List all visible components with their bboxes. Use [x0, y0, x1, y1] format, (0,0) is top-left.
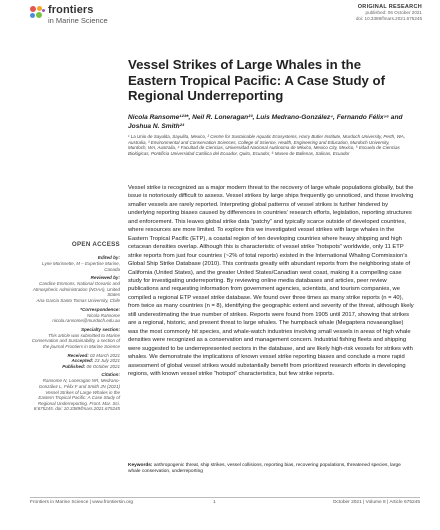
received-date: Received: 02 March 2021 — [67, 352, 120, 358]
footer-journal[interactable]: Frontiers in Marine Science | www.frontiersin.org — [30, 500, 134, 505]
accepted-date: Accepted: 23 July 2021 — [71, 358, 120, 364]
edited-by-value[interactable]: Lyne Morissette, M – Expertise Marine, Canada — [42, 261, 120, 272]
footer-volume: October 2021 | Volume 8 | Article 675245 — [332, 500, 420, 505]
logo-wordmark: frontiers — [48, 4, 94, 16]
correspondence-value[interactable]: Nicola Ransome nicola.ransome@murdoch.edu.au — [52, 312, 120, 324]
reviewed-by-label: Reviewed by: — [90, 275, 120, 281]
journal-name: in Marine Science — [48, 16, 108, 25]
specialty-section-label: Specialty section: — [80, 326, 120, 332]
article-info-sidebar — [30, 241, 120, 415]
keywords-label: Keywords: — [128, 463, 153, 468]
frontiers-logo-icon — [30, 6, 44, 20]
correspondence-label: *Correspondence: — [80, 306, 120, 312]
abstract-text: Vessel strike is recognized as a major modern threat to the recovery of large whale populations globally, but the issue is notoriously difficult to assess. Vessel strikes by large ships frequently go unnoticed, and those involving smaller vessels are rarely reported. Interpreting global patterns of vessel strikes is further hindered by underlying reporting biases caused by differences in countries’ research efforts, legislation, reporting structures and enforcement. This leaves global strike data “patchy” and typically scarce outside of developed countries, where resources are more limited. To explore this we investigated vessel strikes with large whales in the Eastern Tropical Pacific (ETP), a coastal region of ten developing countries where heavy shipping and high cetacean densities overlap. Although this is characteristic of vessel strike “hotspots” worldwide, only 11 ETP strike reports from just four countries (~2% of total reports) existed in the International Whaling Commission’s Global Ship Strike Database (2010). This contrasts greatly with abundant reports from the neighboring state of California (United States), and the greater United States/Canadian west coast, making it a compelling case study for investigating underreporting. By reviewing online media databases and articles, peer review publications and requesting information from government agencies, scientists, and tourism companies, we compiled a regional ETP vessel strike database. We found over three times as many strike reports (n = 40), from twice as many countries (n = 8), identifying the geographic extent and severity of the threat, although likely still underestimating the true number of strikes. Reports were found from 1905 until 2017, showing that strikes are a regional, historic, and present threat to large whales. The humpback whale (Megaptera novaeangliae) was the most commonly hit species, and whale-watch industries involving small vessels in areas of high whale densities were recognized as a conservation and management concern. Industrial fishing fleets and shipping were suggested to be underrepresented sectors in the database, and are likely high-risk vessels for strikes with whales. We demonstrate the implications of known vessel strike reporting biases and conclude a more rapid assessment of global vessel strikes would substantially benefit from prioritized research efforts in developing regions, with known vessel strike “hotspot” characteristics, but few strike reports. — [128, 185, 414, 377]
citation-label: Citation: — [101, 372, 120, 378]
keywords — [128, 463, 414, 475]
specialty-section-value: This article was submitted to Marine Conservation and Sustainability, a section of the journal Frontiers in Marine Science — [31, 332, 120, 349]
footer-divider — [30, 497, 420, 498]
author-list[interactable]: Nicola Ransome¹²³*, Neil R. Loneragan²³, Luis Medrano-González⁴, Fernando Félix⁵⁶ and Joshua N. Smith²³ — [128, 114, 403, 130]
published-date: published: 06 October 2021 — [365, 10, 422, 15]
article-type: ORIGINAL RESEARCH — [357, 4, 422, 10]
keywords-value: anthropogenic threat, ship strikes, vessel collisions, reporting bias, recovering populations, threatened species, large whale conservation, underreporting — [128, 463, 401, 475]
edited-by-label: Edited by: — [97, 255, 120, 260]
page-number: 1 — [213, 500, 216, 505]
article-title: Vessel Strikes of Large Whales in the Eastern Tropical Pacific: A Case Study of Regional Underreporting — [128, 57, 385, 103]
article-header-meta — [356, 4, 422, 22]
citation-value: Ransome N, Loneragan NR, Medrano-González L, Félix F and Smith JN (2021) Vessel Strikes of Large Whales in the Eastern Tropical Pacific: A Case Study of Regional Underreporting. Front. Mar. Sci. 8:675245. doi: 10.3389/fmars.2021.675245 — [33, 378, 120, 412]
frontiers-logo[interactable] — [30, 4, 170, 26]
reviewed-by-value[interactable]: Candice Emmons, National Oceanic and Atmospheric Administration (NOAA), United States Ana Garcia Santo Tomas University, Chile — [32, 281, 120, 303]
affiliations: ¹ La Unio de Sayulita, Sayulita, Mexico, ² Centre for Sustainable Aquatic Ecosystems, Harry Butler Institute, Murdoch University, Perth, WA, Australia, ³ Environmental and Conservation Sciences, College of Science, Health, Engineering and Education, Murdoch University, Murdoch, WA, Australia, ⁴ Facultad de Ciencias, Universidad Nacional Autónoma de México, Mexico City, Mexico, ⁵ Escuela de Ciencias Biológicas, Pontificia Universidad Católica del Ecuador, Quito, Ecuador, ⁶ Museo de Ballenas, Salinas, Ecuador — [128, 134, 406, 156]
doi-link[interactable]: doi: 10.3389/fmars.2021.675245 — [355, 16, 422, 21]
published-date-sidebar: Published: 06 October 2021 — [62, 363, 120, 369]
open-access-label: OPEN ACCESS — [71, 241, 120, 248]
